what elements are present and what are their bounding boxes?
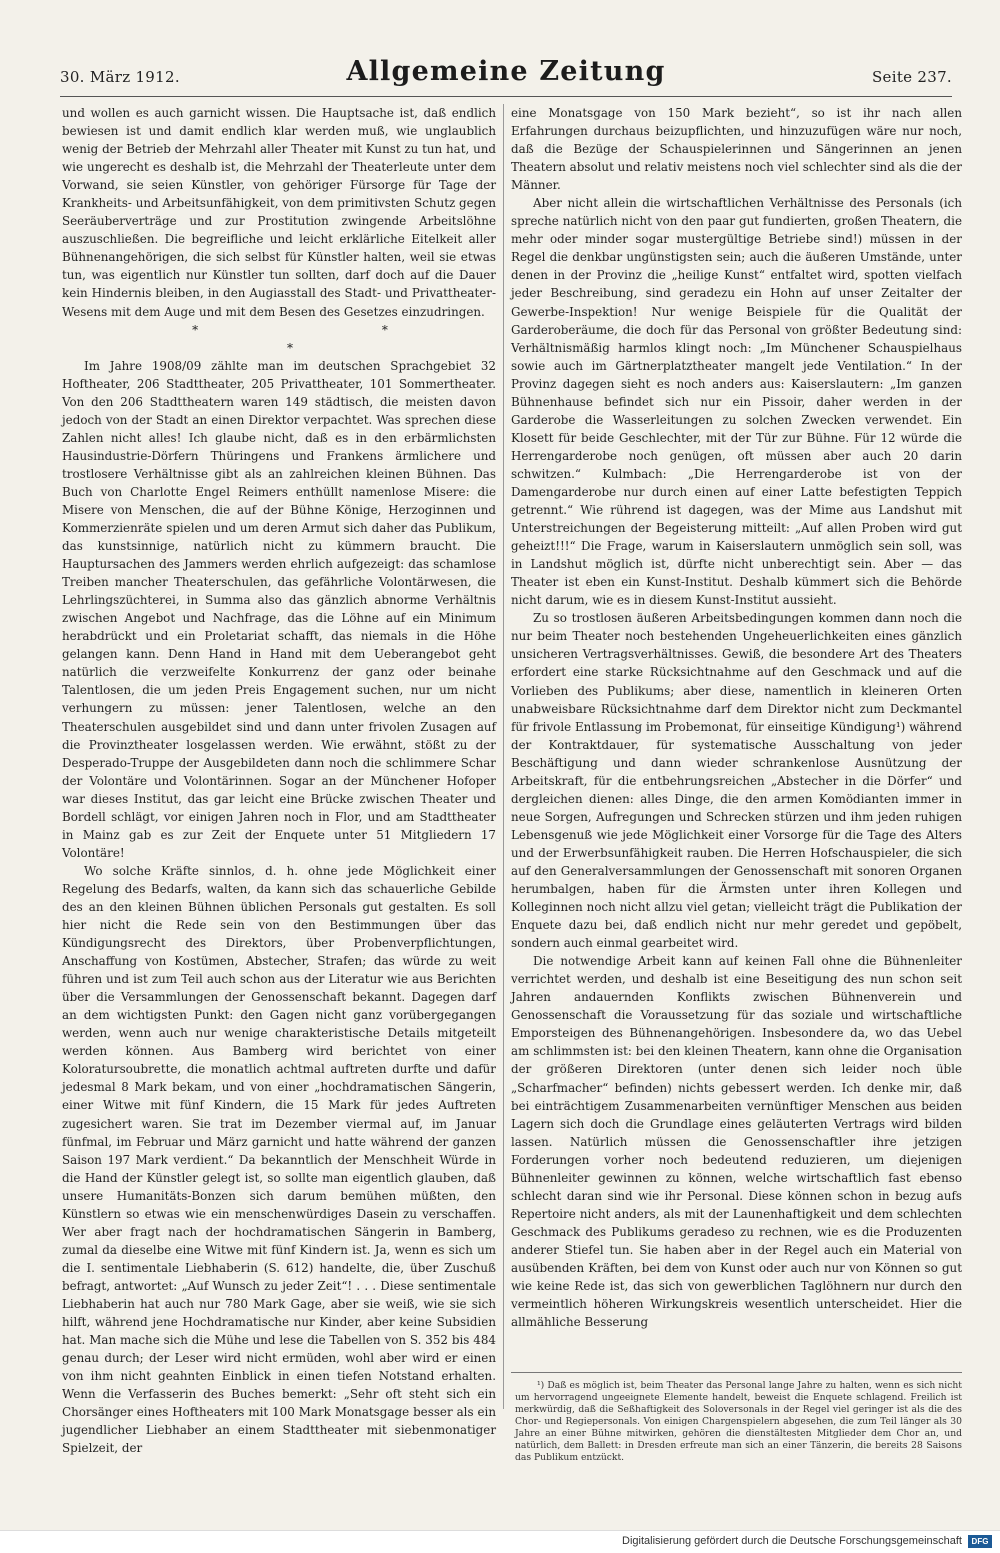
header-rule <box>60 96 952 97</box>
left-column <box>62 104 496 1457</box>
section-separator-stars: * * <box>192 322 478 337</box>
section-separator-star: * <box>287 340 293 355</box>
footnote <box>515 1380 962 1464</box>
left-paragraph-1: und wollen es auch garnicht wissen. Die Hauptsache ist, daß endlich bewiesen ist und damit endlich klar werden muß, wie unglaublich wenig der Betrieb der Mehrzahl aller Theater mit Kunst zu tun hat, und wie ungerecht es deshalb ist, die Mehrzahl der Theaterleute unter dem Vorwand, sie seien Künstler, von gehöriger Fürsorge für Tage der Krankheits- und Arbeitsunfähigkeit, von dem primitivsten Schutz gegen Seeräuberverträge und zur Prostitution zwingende Arbeitslöhne auszuschließen. Die begreifliche und leicht erklärliche Eitelkeit aller Bühnenangehörigen, die sich selbst für Künstler halten, weil sie etwas tun, was eigentlich nur Künstler tun sollten, darf doch auf die Dauer kein Hindernis bleiben, in den Augiasstall des Stadt- und Privattheater-Wesens mit dem Auge und mit dem Besen des Gesetzes einzudringen. <box>62 106 497 319</box>
right-paragraph-2: Aber nicht allein die wirtschaftlichen Verhältnisse des Personals (ich spreche natürlich nicht von den paar gut fundierten, großen Theatern, die mehr oder minder sogar mustergültige Betriebe sind!) müssen in der Regel die denkbar ungünstigsten sein; auch die äußeren Umstände, unter denen in der Provinz die „heilige Kunst“ entfaltet wird, spotten vielfach jeder Beschreibung, sind geradezu ein Hohn auf unser Zeitalter der Gewerbe-Inspektion! Nur wenige Beispiele für die Qualität der Garderoberäume, die doch für das Personal von größter Bedeutung sind: Verhältnismäßig harmlos klingt noch: „Im Münchener Schauspielhaus sowie auch im Gärtnerplatztheater mangelt jede Ventilation.“ In der Provinz dagegen sieht es noch anders aus: Kaiserslautern: „Im ganzen Bühnenhause befindet sich nur ein Pissoir, daher werden in der Garderobe die Wasserleitungen zu solchen Zwecken verwendet. Ein Klosett für beide Geschlechter, mit der Tür zur Bühne. Für 12 würde die Herrengarderobe noch genügen, oft müssen aber auch 20 darin schwitzen.“ Kulmbach: „Die Herrengarderobe ist von der Damengarderobe nur durch einen auf einer Latte befestigten Teppich getrennt.“ Wie rührend ist dagegen, was der Mime aus Landshut mit Unterstreichungen der Begeisterung mitteilt: „Auf allen Proben wird gut geheizt!!!“ Die Frage, warum in Kaiserslautern unmöglich sein soll, was in Landshut möglich ist, dürfte nicht unberechtigt sein. Aber — das Theater ist eben ein Kunst-Institut. Deshalb kümmert sich die Behörde nicht darum, wie es in diesem Kunst-Institut aussieht. <box>511 196 962 608</box>
footnote-rule <box>511 1372 962 1373</box>
footnote-text: ¹) Daß es möglich ist, beim Theater das Personal lange Jahre zu halten, wenn es sich nicht um hervorragend ungeeignete Elemente handelt, beweist die Enquete schlagend. Freilich ist merkwürdig, daß die Seßhaftigkeit des Soloversonals in der Regel viel geringer ist als die des Chor- und Regiepersonals. Von einigen Chargenspielern abgesehen, die zum Teil länger als 30 Jahre an einer Bühne mitwirken, gehören die dienstältesten Mitglieder dem Chor an, und natürlich, dem Ballett: in Dresden erfreute man sich an einer Tänzerin, die bereits 28 Saisons das Publikum entzückt. <box>515 1380 962 1463</box>
right-column <box>511 104 962 1331</box>
page-header <box>60 56 952 96</box>
newspaper-title: Allgemeine Zeitung <box>346 56 666 87</box>
column-divider <box>503 104 504 1409</box>
right-paragraph-1: eine Monatsgage von 150 Mark bezieht“, so ist ihr nach allen Erfahrungen durchaus beizupflichten, und hinzuzufügen wäre nur noch, daß die Bezüge der Schauspielerinnen und Sängerinnen an jenen Theatern absolut und relativ meistens noch viel schlechter sind als die der Männer. <box>511 106 962 193</box>
left-paragraph-3: Wo solche Kräfte sinnlos, d. h. ohne jede Möglichkeit einer Regelung des Bedarfs, walten, da kann sich das schauerliche Gebilde des an den kleinen Bühnen üblichen Personals gut gestalten. Es soll hier nicht die Rede sein von den Bestimmungen über das Kündigungsrecht des Direktors, über Probenverpflichtungen, Anschaffung von Kostümen, Abstecher, Strafen; das würde zu weit führen und ist zum Teil auch schon aus der Literatur wie aus Berichten über die Versammlungen der Genossenschaft bekannt. Dagegen darf an dem wichtigsten Punkt: den Gagen nicht ganz vorübergegangen werden, wenn auch nur wenige charakteristische Details mitgeteilt werden können. Aus Bamberg wird berichtet von einer Koloratursoubrette, die monatlich achtmal auftreten durfte und dafür jedesmal 8 Mark bekam, und von einer „hochdramatischen Sängerin, einer Witwe mit fünf Kindern, die 15 Mark für jedes Auftreten zugesichert waren. Sie trat im Dezember viermal auf, im Januar fünfmal, im Februar und März garnicht und hatte während der ganzen Saison 197 Mark verdient.“ Da bekanntlich der Menschheit Würde in die Hand der Künstler gelegt ist, so sollte man eigentlich glauben, daß unsere Humanitäts-Bonzen sich darum bemühen müßten, den Künstlern so etwas wie ein menschenwürdiges Dasein zu verschaffen. Wer aber fragt nach der hochdramatischen Sängerin in Bamberg, zumal da dieselbe eine Witwe mit fünf Kindern ist. Ja, wenn es sich um die I. sentimentale Liebhaberin (S. 612) handelte, die, über Zuschuß befragt, antwortet: „Auf Wunsch zu jeder Zeit“! . . . Diese sentimentale Liebhaberin hat auch nur 780 Mark Gage, aber sie weiß, wie sie sich hilft, während jene Hochdramatische nur Kinder, aber keine Subsidien hat. Man mache sich die Mühe und lese die Tabellen von S. 352 bis 484 genau durch; der Leser wird nicht ermüden, wohl aber wird er einen von ihm nicht geahnten Einblick in einen tiefen Notstand erhalten. Wenn die Verfasserin des Buches bemerkt: „Sehr oft steht sich ein Chorsänger eines Hoftheaters mit 100 Mark Monatsgage besser als ein jugendlicher Liebhaber an einem Stadttheater mit siebenmonatiger Spielzeit, der <box>62 863 496 1456</box>
credit-bar <box>0 1530 1000 1553</box>
issue-date: 30. März 1912. <box>60 68 180 86</box>
left-paragraph-2: Im Jahre 1908/09 zählte man im deutschen Sprachgebiet 32 Hoftheater, 206 Stadttheater, 205 Privattheater, 101 Sommertheater. Von den 206 Stadttheatern waren 149 städtisch, die meisten davon jedoch von der Stadt an einen Direktor verpachtet. Was sprechen diese Zahlen nicht alles! Ich glaube nicht, daß es in den erbärmlichsten Hausindustrie-Dörfern Thüringens und Frankens ärmlichere und trostlosere Verhältnisse gibt als an zahlreichen kleinen Bühnen. Das Buch von Charlotte Engel Reimers enthüllt namenlose Misere: die Misere von Menschen, die auf der Bühne Könige, Herzoginnen und Kommerzienräte spielen und um deren Armut sich daher das Publikum, das kunstsinnige, natürlich nicht zu kümmern braucht. Die Hauptursachen des Jammers werden ehrlich aufgezeigt: das schamlose Treiben mancher Theaterschulen, das gefährliche Volontärwesen, die Lehrlingszüchterei, in Summa also das gänzlich abnorme Verhältnis zwischen Angebot und Nachfrage, das die Löhne auf ein Minimum herabdrückt und ein Proletariat schafft, das niemals in die Höhe gelangen kann. Denn Hand in Hand mit dem Ueberangebot geht natürlich die verzweifelte Konkurrenz der ganz oder beinahe Talentlosen, die um jeden Preis Engagement suchen, nur um nicht verhungern zu müssen: jener Talentlosen, welche an den Theaterschulen ausgebildet sind und dann unter frivolen Zusagen auf die Provinztheater losgelassen werden. Wie erwähnt, stößt zu der Desperado-Truppe der Ausgebildeten dann noch die schlimmere Schar der Volontäre und Volontärinnen. Sogar an der Münchener Hofoper war dieses Institut, das gar leicht eine Brücke zwischen Theater und Bordell schlägt, vor einigen Jahren noch in Flor, und am Stadttheater in Mainz gab es zur Zeit der Enquete unter 51 Mitgliedern 17 Volontäre! <box>62 358 496 860</box>
funding-credit: Digitalisierung gefördert durch die Deutsche Forschungsgemeinschaft <box>622 1535 962 1547</box>
page-number: Seite 237. <box>871 68 952 86</box>
right-paragraph-4: Die notwendige Arbeit kann auf keinen Fall ohne die Bühnenleiter verrichtet werden, und deshalb ist eine Beseitigung des nun schon seit Jahren andauernden Konflikts zwischen Bühnenverein und Genossenschaft die Voraussetzung für das soziale und wirtschaftliche Emporsteigen des Bühnenangehörigen. Insbesondere da, wo das Uebel am schlimmsten ist: bei den kleinen Theatern, kann ohne die Organisation der größeren Direktoren (unter denen sich leider noch üble „Scharfmacher“ befinden) nichts gebessert werden. Ich denke mir, daß bei einträchtigem Zusammenarbeiten vernünftiger Menschen aus beiden Lagern sich doch die Grundlage eines geläuterten Vertrags wird bilden lassen. Natürlich müssen die Genossenschaftler ihre jetzigen Forderungen vorher noch bedeutend reduzieren, um diejenigen Bühnenleiter gewinnen zu können, welche wirtschaftlich fast ebenso schlecht daran sind wie ihr Personal. Diese können schon in bezug aufs Repertoire nicht anders, als mit der Launenhaftigkeit und dem schlechten Geschmack des Publikums geradeso zu rechnen, wie es die Produzenten anderer Stiefel tun. Sie haben aber in der Regel auch ein Material von ausübenden Kräften, bei dem von Kunst oder auch nur von Können so gut wie keine Rede ist, das sich von gewerblichen Taglöhnern nur durch den vermeintlich höheren Wirkungskreis wesentlich unterscheidet. Hier die allmähliche Besserung <box>511 954 962 1330</box>
right-paragraph-3: Zu so trostlosen äußeren Arbeitsbedingungen kommen dann noch die nur beim Theater noch bestehenden Ungeheuerlichkeiten eines gänzlich unsicheren Vertragsverhältnisses. Gewiß, die besondere Art des Theaters erfordert eine starke Rücksichtnahme auf den Geschmack und auf die Vorlieben des Publikums; aber diese, namentlich in kleineren Orten unabweisbare Rücksichtnahme darf dem Direktor nicht zum Deckmantel für frivole Entlassung im Probemonat, für einseitige Kündigung¹) während der Kontraktdauer, für systematische Ausschaltung von jeder Beschäftigung und dann wieder schrankenlose Ausnützung der Arbeitskraft, für die entbehrungsreichen „Abstecher in die Dörfer“ und dergleichen dienen: alles Dinge, die den armen Komödianten immer in neue Sorgen, Aufregungen und Schrecken stürzen und ihm jeden ruhigen Lebensgenuß wie jede Möglichkeit einer Vorsorge für die Tage des Alters und der Erwerbsunfähigkeit rauben. Die Herren Hofschauspieler, die sich auf den Generalversammlungen der Genossenschaft mit sonoren Organen herumbalgen, haben für die Ärmsten unter ihren Kollegen und Kolleginnen noch nicht allzu viel getan; vielleicht trägt die Publikation der Enquete dazu bei, daß endlich nicht nur mehr geredet und gepöbelt, sondern auch einmal gearbeitet wird. <box>511 611 962 951</box>
dfg-logo-icon: DFG <box>968 1535 992 1548</box>
